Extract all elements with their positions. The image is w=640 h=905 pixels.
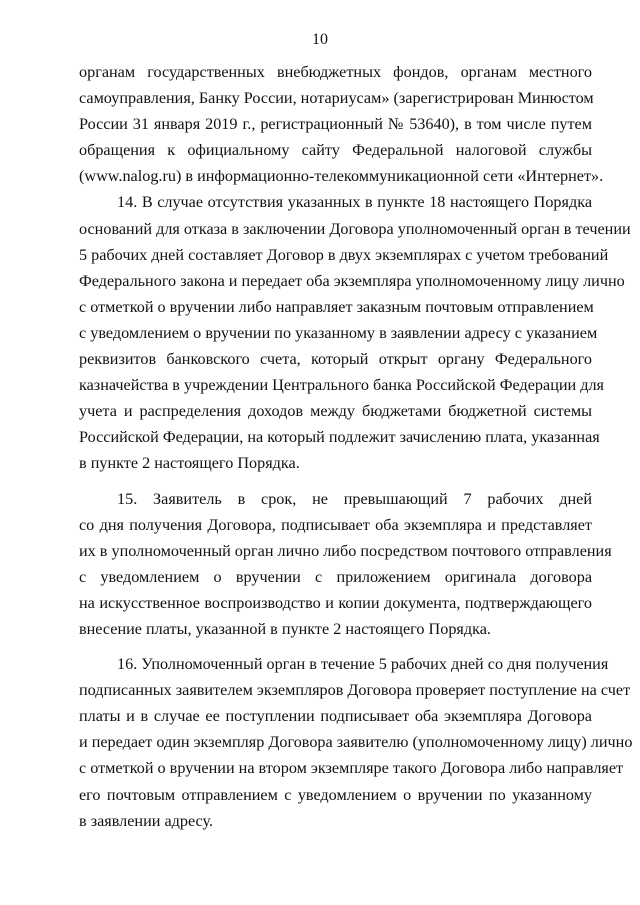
- text-line: казначейства в учреждении Центрального банка Российской Федерации для: [79, 376, 604, 395]
- text-line: внесение платы, указанной в пункте 2 настоящего Порядка.: [79, 619, 491, 638]
- text-line: 15. Заявитель в срок, не превышающий 7 рабочих дней: [117, 489, 592, 508]
- text-line: в заявлении адресу.: [79, 811, 214, 830]
- text-line: его почтовым отправлением с уведомлением о вручении по указанному: [79, 785, 592, 804]
- text-line: их в уполномоченный орган лично либо посредством почтового отправления: [79, 541, 612, 560]
- text-line: на искусственное воспроизводство и копии документа, подтверждающего: [79, 593, 592, 612]
- text-line: 14. В случае отсутствия указанных в пункте 18 настоящего Порядка: [117, 193, 592, 212]
- text-line: с уведомлением о вручении с приложением оригинала договора: [79, 567, 592, 586]
- text-line: 5 рабочих дней составляет Договор в двух экземплярах с учетом требований: [79, 245, 609, 264]
- text-line: Российской Федерации, на который подлежит зачислению плата, указанная: [79, 428, 600, 447]
- text-line: органам государственных внебюджетных фондов, органам местного: [79, 63, 592, 81]
- text-line: реквизитов банковского счета, который открыт органу Федерального: [79, 350, 592, 369]
- paragraph-continuation: [79, 59, 604, 189]
- text-line: с отметкой о вручении на втором экземпляре такого Договора либо направляет: [79, 759, 624, 778]
- text-line: Федерального закона и передает оба экземпляра уполномоченному лицу лично: [79, 271, 625, 290]
- text-line: (www.nalog.ru) в информационно-телекоммуникационной сети «Интернет».: [79, 167, 604, 186]
- text-line: России 31 января 2019 г., регистрационный № 53640), в том числе путем: [79, 115, 592, 134]
- text-line: оснований для отказа в заключении Договора уполномоченный орган в течении: [79, 219, 631, 238]
- paragraph-14: [79, 189, 631, 476]
- text-line: 16. Уполномоченный орган в течение 5 рабочих дней со дня получения: [117, 655, 609, 674]
- text-line: платы и в случае ее поступлении подписывает оба экземпляра Договора: [79, 707, 592, 726]
- paragraph-15: [79, 486, 612, 643]
- text-line: подписанных заявителем экземпляров Договора проверяет поступление на счет: [79, 681, 631, 700]
- text-line: со дня получения Договора, подписывает оба экземпляра и представляет: [79, 515, 592, 534]
- text-line: обращения к официальному сайту Федеральной налоговой службы: [79, 141, 592, 160]
- text-line: с отметкой о вручении либо направляет заказным почтовым отправлением: [79, 297, 594, 316]
- text-line: в пункте 2 настоящего Порядка.: [79, 454, 300, 473]
- text-line: с уведомлением о вручении по указанному в заявлении адресу с указанием: [79, 323, 598, 342]
- page-number: 10: [312, 31, 328, 48]
- paragraph-16: [79, 651, 633, 834]
- document-body: [79, 59, 633, 834]
- text-line: учета и распределения доходов между бюджетами бюджетной системы: [79, 402, 592, 421]
- text-line: и передает один экземпляр Договора заявителю (уполномоченному лицу) лично: [79, 733, 633, 752]
- text-line: самоуправления, Банку России, нотариусам» (зарегистрирован Минюстом: [79, 89, 594, 108]
